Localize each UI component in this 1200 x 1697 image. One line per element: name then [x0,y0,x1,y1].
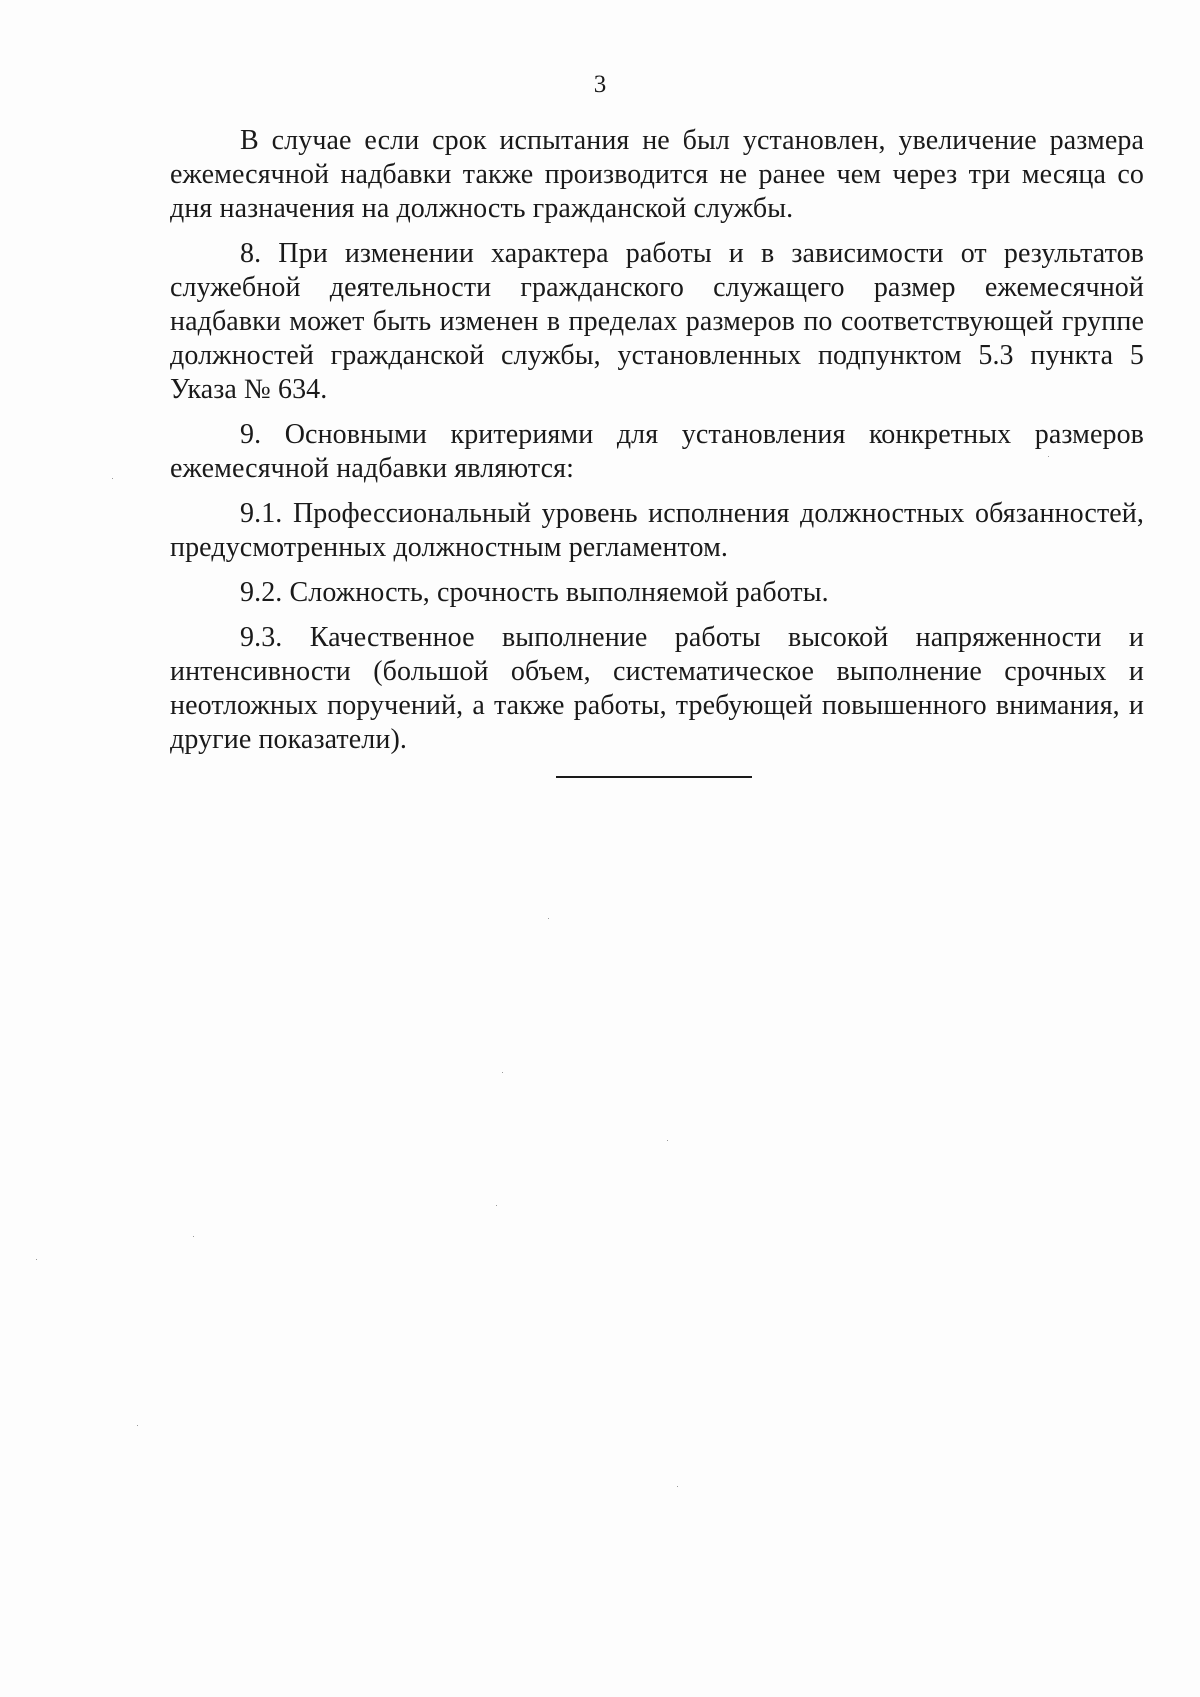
scan-speck [112,478,113,479]
scan-speck [496,1205,497,1206]
scan-speck [137,1425,138,1426]
end-of-document-rule [556,776,752,778]
scan-speck [667,1140,668,1141]
paragraph-item-9-2: 9.2. Сложность, срочность выполняемой работы. [240,577,829,608]
page-number: 3 [593,71,607,98]
scan-speck [1048,456,1049,457]
paragraph-probation: В случае если срок испытания не был установлен, увеличение размера ежемесячной надбавки также производится не ранее чем через три месяца со дня назначения на должность гражданской службы. [170,125,1144,224]
scan-speck [193,1236,194,1237]
paragraph-item-9: 9. Основными критериями для установления конкретных размеров ежемесячной надбавки являются: [170,419,1144,484]
paragraph-item-9-3: 9.3. Качественное выполнение работы высокой напряженности и интенсивности (большой объем, систематическое выполнение срочных и неотложных поручений, а также работы, требующей повышенного внимания, и другие показатели). [170,622,1144,755]
document-body [170,124,1144,768]
paragraph-item-8: 8. При изменении характера работы и в зависимости от результатов служебной деятельности гражданского служащего размер ежемесячной надбавки может быть изменен в пределах размеров по соответствующей группе должностей гражданской службы, установленных подпунктом 5.3 пункта 5 Указа № 634. [170,238,1144,405]
scan-speck [502,1072,503,1073]
scan-speck [548,918,549,919]
scan-speck [677,1486,678,1487]
scan-speck [36,1259,37,1260]
paragraph-item-9-1: 9.1. Профессиональный уровень исполнения должностных обязанностей, предусмотренных должностным регламентом. [170,498,1144,563]
